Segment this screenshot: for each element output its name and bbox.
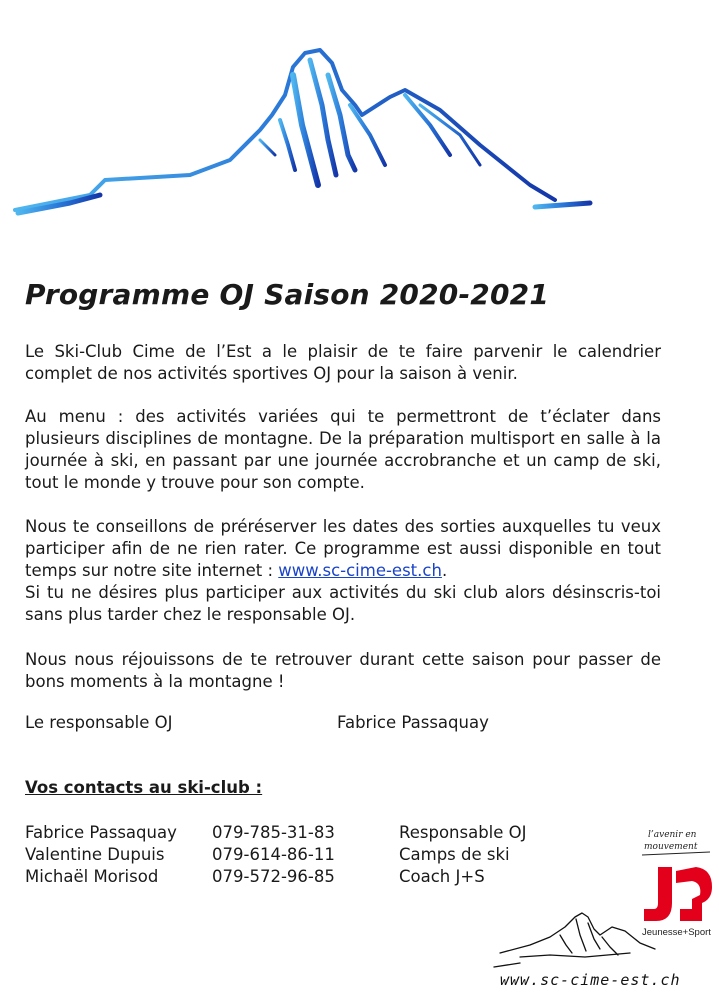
menu-paragraph: Au menu : des activités variées qui te permettront de t’éclater dans plusieurs disciplines de montagne. De la préparation multisport en salle à la journée à ski, en passant par une journée accrobranche et un camp de ski, tout le monde y trouve pour son compte. [25,407,661,492]
contact-role: Responsable OJ [399,823,527,842]
contact-phone: 079-614-86-11 [212,845,335,864]
contacts-title: Vos contacts au ski-club : [25,778,263,797]
contact-phone: 079-785-31-83 [212,823,335,842]
website-link[interactable]: www.sc-cime-est.ch [278,561,442,580]
closing-paragraph: Nous nous réjouissons de te retrouver durant cette saison pour passer de bons moments à la montagne ! [25,650,661,691]
reserve-paragraph [25,516,661,582]
contact-role: Coach J+S [399,867,485,886]
unsubscribe-paragraph: Si tu ne désires plus participer aux activités du ski club alors désinscris-toi sans plus tarder chez le responsable OJ. [25,583,661,624]
svg-text:mouvement: mouvement [644,842,698,852]
svg-text:l’avenir en: l’avenir en [648,830,697,840]
contact-name: Fabrice Passaquay [25,823,177,842]
intro-paragraph: Le Ski-Club Cime de l’Est a le plaisir de te faire parvenir le calendrier complet de nos activités sportives OJ pour la saison à venir. [25,342,661,383]
reserve-end: . [441,561,448,580]
reserve-text: Nous te conseillons de préréserver les dates des sorties auxquelles tu veux participer afin de ne rien rater. Ce programme est aussi disponible en tout temps sur notre site internet : [25,517,661,580]
contact-name: Michaël Morisod [25,867,159,886]
signature-name: Fabrice Passaquay [337,713,489,732]
footer-url: www.sc-cime-est.ch [500,971,681,989]
mountain-logo [10,45,630,220]
svg-text:Jeunesse+Sport: Jeunesse+Sport [642,927,711,938]
contact-phone: 079-572-96-85 [212,867,335,886]
contact-role: Camps de ski [399,845,510,864]
ski-club-sketch-logo [490,905,710,995]
contact-name: Valentine Dupuis [25,845,165,864]
page-title: Programme OJ Saison 2020-2021 [25,278,550,311]
signature-role: Le responsable OJ [25,713,173,732]
